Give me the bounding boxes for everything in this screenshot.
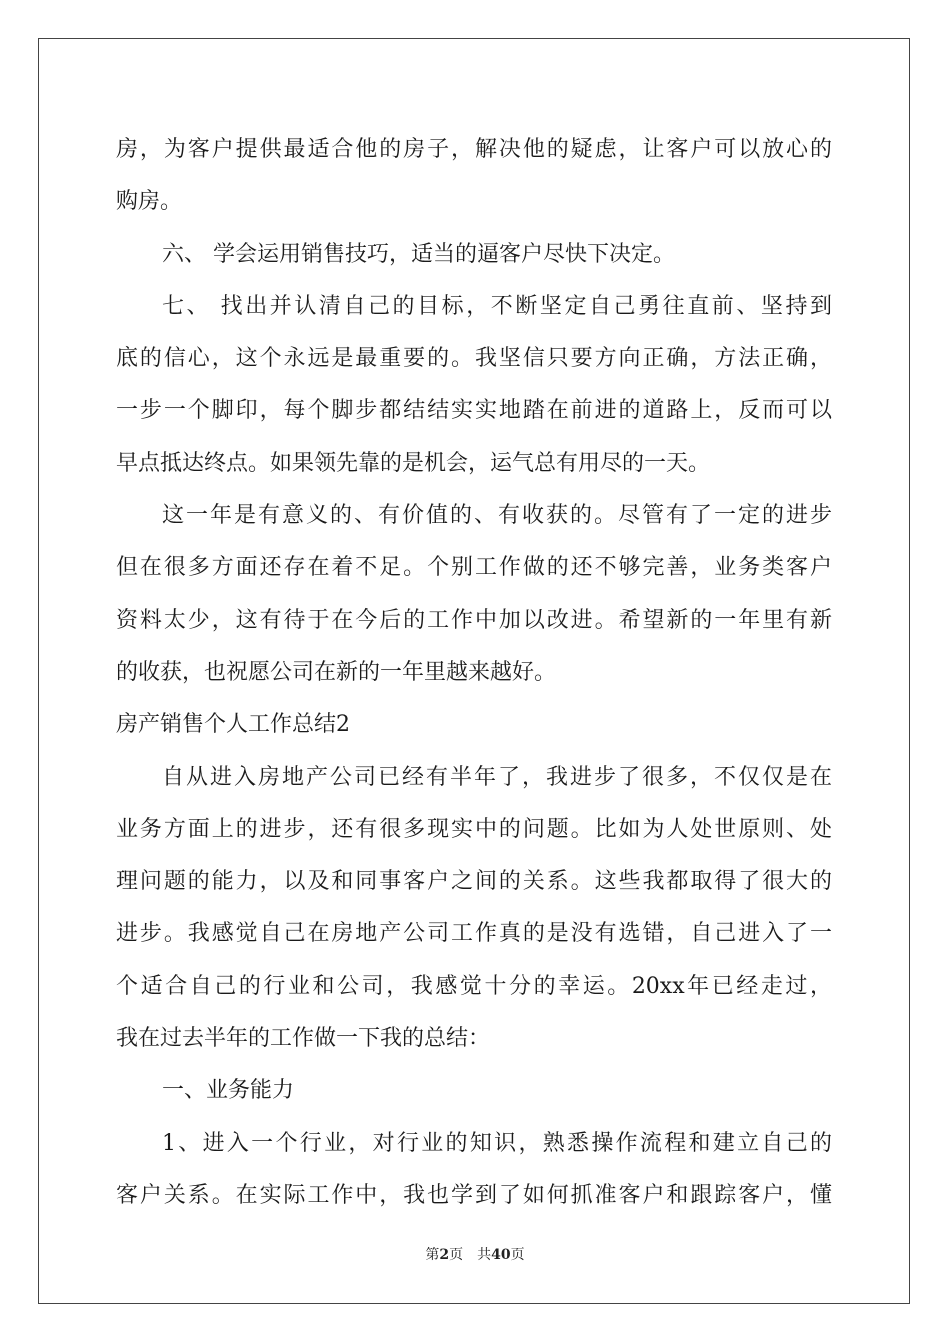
total-prefix: 共 — [477, 1247, 492, 1263]
total-suffix: 页 — [510, 1247, 525, 1263]
paragraph-line: 购房。 — [116, 189, 183, 215]
paragraph-line: 六、 学会运用销售技巧，适当的逼客户尽快下决定。 — [162, 241, 675, 267]
paragraph-line: 个适合自己的行业和公司，我感觉十分的幸运。20xx年已经走过， — [116, 973, 832, 999]
paragraph-line: 进步。我感觉自己在房地产公司工作真的是没有选错，自己进入了一 — [116, 921, 832, 947]
paragraph-line: 底的信心，这个永远是最重要的。我坚信只要方向正确，方法正确， — [116, 346, 832, 372]
paragraph-line: 这一年是有意义的、有价值的、有收获的。尽管有了一定的进步 — [162, 503, 832, 529]
paragraph-line: 客户关系。在实际工作中，我也学到了如何抓准客户和跟踪客户，懂 — [116, 1182, 832, 1208]
paragraph-line: 房，为客户提供最适合他的房子，解决他的疑虑，让客户可以放心的 — [116, 137, 832, 162]
paragraph-line: 早点抵达终点。如果领先靠的是机会，运气总有用尽的一天。 — [116, 450, 711, 476]
page-footer — [0, 1244, 950, 1264]
paragraph-line: 的收获，也祝愿公司在新的一年里越来越好。 — [116, 659, 557, 685]
subsection-heading: 一、业务能力 — [162, 1078, 295, 1104]
page-suffix: 页 — [449, 1247, 464, 1263]
document-body — [116, 124, 832, 1222]
total-pages: 40 — [491, 1247, 511, 1263]
paragraph-line: 资料太少，这有待于在今后的工作中加以改进。希望新的一年里有新 — [116, 607, 832, 633]
page-number: 2 — [439, 1247, 450, 1263]
section-heading: 房产销售个人工作总结2 — [116, 712, 350, 738]
paragraph-line: 但在很多方面还存在着不足。个别工作做的还不够完善，业务类客户 — [116, 555, 832, 581]
page-prefix: 第 — [425, 1247, 440, 1263]
paragraph-line: 七、 找出并认清自己的目标，不断坚定自己勇往直前、坚持到 — [162, 293, 832, 319]
paragraph-line: 自从进入房地产公司已经有半年了，我进步了很多，不仅仅是在 — [162, 764, 832, 790]
paragraph-line: 我在过去半年的工作做一下我的总结： — [116, 1026, 491, 1052]
paragraph-line: 一步一个脚印，每个脚步都结结实实地踏在前进的道路上，反而可以 — [116, 398, 832, 424]
paragraph-line: 理问题的能力，以及和同事客户之间的关系。这些我都取得了很大的 — [116, 869, 832, 895]
paragraph-line: 1、进入一个行业，对行业的知识，熟悉操作流程和建立自己的 — [162, 1130, 832, 1156]
paragraph-line: 业务方面上的进步，还有很多现实中的问题。比如为人处世原则、处 — [116, 816, 832, 842]
